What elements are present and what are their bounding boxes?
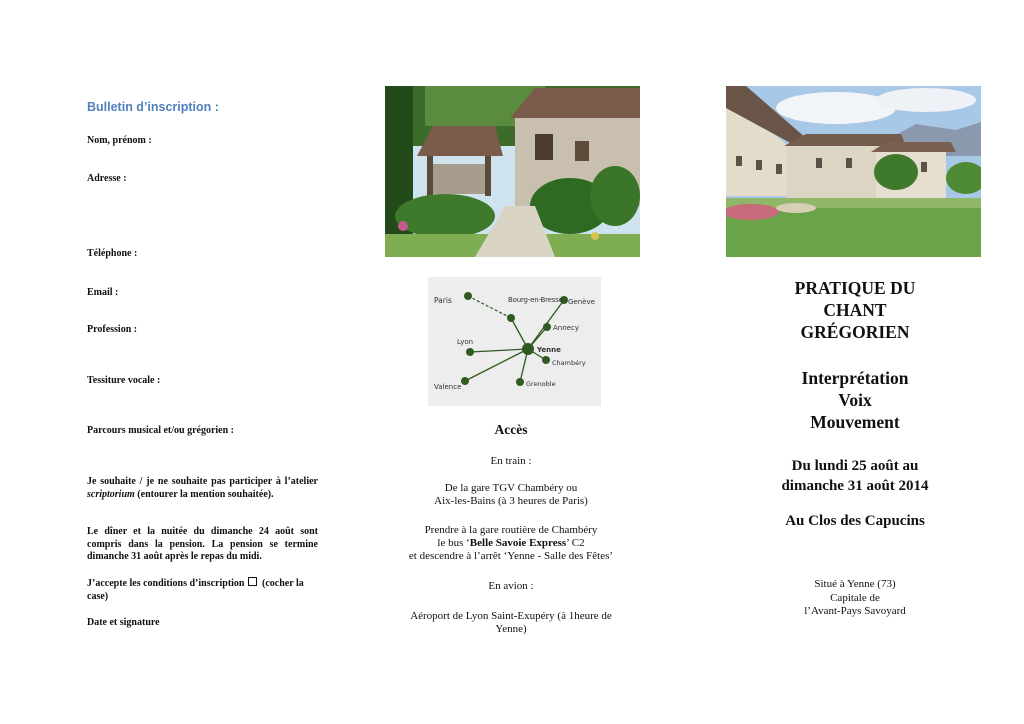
cover-subtitle-line-3: Mouvement [810,412,900,432]
map-city-lyon: Lyon [457,338,474,346]
board-info: Le dîner et la nuitée du dimanche 24 août sont compris dans la pension. La pension se termine dimanche 31 août après le repas du midi. [87,526,318,562]
bus-suffix: ’ C2 [566,537,585,549]
train-line-1: De la gare TGV Chambéry ou [444,482,578,494]
accept-text: J’accepte les conditions d’inscription [87,578,245,589]
plane-line-2: Yenne) [495,623,527,635]
accept-conditions [87,577,318,603]
cover-location-line-3: l’Avant-Pays Savoyard [804,605,906,617]
phone-field-label: Téléphone : [87,248,138,259]
profession-field-label: Profession : [87,324,138,335]
cover-title [740,277,970,343]
train-heading: En train : [490,455,532,467]
bus-prefix: le bus ‘ [437,537,470,549]
train-line-2: Aix-les-Bains (à 3 heures de Paris) [434,495,588,507]
plane-info [380,610,642,636]
access-map [428,277,601,406]
scriptorium-word: scriptorium [87,488,135,500]
bus-line-1: Prendre à la gare routière de Chambéry [424,524,598,536]
cover-title-line-2: CHANT [823,300,887,320]
scriptorium-choice [87,476,318,501]
cover-dates-line-2: dimanche 31 août 2014 [781,478,929,494]
bus-line-3: et descendre à l’arrêt ‘Yenne - Salle des Fêtes’ [408,550,614,562]
date-signature-label: Date et signature [87,617,160,628]
cover-dates [740,456,970,496]
monastery-photo [726,86,981,257]
accept-instruction: (cocher la case) [87,578,304,602]
scriptorium-text-after: (entourer la mention souhaitée). [134,488,274,500]
email-field-label: Email : [87,287,119,298]
bus-line-2 [380,537,642,550]
form-title: Bulletin d’inscription : [87,100,219,114]
scriptorium-text-before: Je souhaite / je ne souhaite pas participer à l’atelier [87,476,318,487]
map-city-chambery: Chambéry [552,359,586,367]
accept-checkbox[interactable] [248,577,257,586]
map-city-yenne: Yenne [537,346,561,354]
map-city-annecy: Annecy [553,324,579,332]
cover-subtitle [740,367,970,433]
musical-background-field-label: Parcours musical et/ou grégorien : [87,425,235,436]
name-field-label: Nom, prénom : [87,135,152,146]
cover-subtitle-line-1: Interprétation [801,368,909,388]
cover-location-line-1: Situé à Yenne (73) [814,578,896,590]
cover-dates-line-1: Du lundi 25 août au [791,458,919,474]
bus-name: Belle Savoie Express [469,537,567,549]
map-city-geneve: Genève [568,298,595,306]
plane-line-1: Aéroport de Lyon Saint-Exupéry (à 1heure de [410,610,612,622]
map-city-bourg: Bourg-en-Bresse [508,296,563,304]
cover-venue: Au Clos des Capucins [785,513,925,529]
access-title: Accès [494,422,528,437]
cover-subtitle-line-2: Voix [838,390,872,410]
map-city-valence: Valence [434,383,462,391]
voice-range-field-label: Tessiture vocale : [87,375,161,386]
garden-photo [385,86,640,257]
plane-heading: En avion : [488,580,534,592]
cover-location-line-2: Capitale de [830,591,880,604]
map-city-paris: Paris [434,296,452,305]
bus-info [380,524,642,563]
map-city-grenoble: Grenoble [526,380,556,388]
cover-title-line-3: GRÉGORIEN [800,322,910,342]
address-field-label: Adresse : [87,173,127,184]
cover-location [740,578,970,619]
train-info [392,482,630,508]
cover-title-line-1: PRATIQUE DU [794,278,916,298]
